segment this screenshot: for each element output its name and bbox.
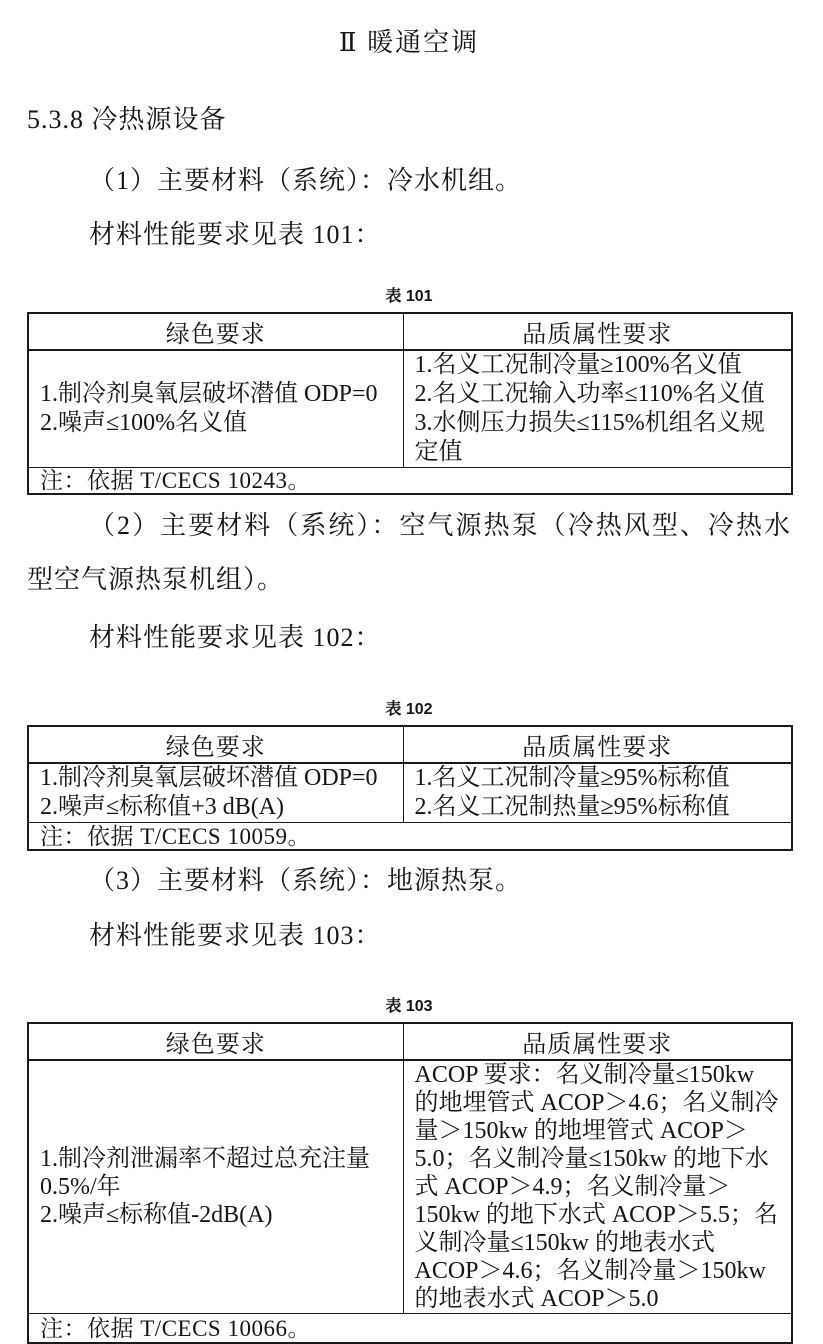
table-caption-103: 表 103 <box>385 998 433 1015</box>
table-103-body-row <box>28 1060 792 1314</box>
column-header-quality: 品质属性要求 <box>403 313 792 350</box>
requirement-line: 1.制冷剂泄漏率不超过总充注量 0.5%/年 <box>40 1146 370 1200</box>
acop-requirement-text: ACOP 要求：名义制冷量≤150kw 的地埋管式 ACOP＞4.6；名义制冷量＞150kw 的地埋管式 ACOP＞5.0；名义制冷量≤150kw 的地下水式 ACOP＞4.9；名义制冷量＞150kw 的地下水式 ACOP＞5.5；名义制冷量≤150kw 的地表水式 ACOP＞4.6；名义制冷量＞150kw 的地表水式 ACOP＞5.0 <box>414 1062 779 1312</box>
table-note: 注：依据 T/CECS 10066。 <box>28 1314 792 1344</box>
paragraph-material-3: （3）主要材料（系统）：地源热泵。 <box>89 866 523 895</box>
column-header-green: 绿色要求 <box>28 1023 403 1060</box>
table-103-header-row <box>28 1023 792 1060</box>
paragraph-tableref-1: 材料性能要求见表 101： <box>89 220 382 249</box>
table-102-note-row <box>28 823 792 851</box>
column-header-green: 绿色要求 <box>28 313 403 350</box>
requirement-line: 2.名义工况输入功率≤110%名义值 <box>414 381 765 407</box>
green-requirements-cell <box>28 763 403 823</box>
quality-requirements-cell <box>403 763 792 823</box>
requirement-line: 2.噪声≤标称值+3 dB(A) <box>40 794 285 820</box>
table-103-note-row <box>28 1314 792 1344</box>
requirement-line: 2.噪声≤标称值-2dB(A) <box>40 1202 273 1228</box>
requirement-line: 1.名义工况制冷量≥95%标称值 <box>414 765 730 791</box>
requirement-line: 2.名义工况制热量≥95%标称值 <box>414 794 730 820</box>
table-note: 注：依据 T/CECS 10243。 <box>28 468 792 495</box>
column-header-quality: 品质属性要求 <box>403 726 792 763</box>
section-heading: 5.3.8 冷热源设备 <box>27 105 227 134</box>
table-caption-102: 表 102 <box>385 701 433 718</box>
table-caption-101: 表 101 <box>385 288 433 305</box>
table-101-note-row <box>28 468 792 495</box>
requirement-line: 3.水侧压力损失≤115%机组名义规定值 <box>414 410 765 465</box>
table-102-body-row <box>28 763 792 823</box>
document-page <box>27 16 791 1344</box>
requirement-line: 1.制冷剂臭氧层破坏潜值 ODP=0 <box>40 381 378 407</box>
column-header-green: 绿色要求 <box>28 726 403 763</box>
table-note: 注：依据 T/CECS 10059。 <box>28 823 792 851</box>
green-requirements-cell <box>28 350 403 468</box>
requirement-line: 2.噪声≤100%名义值 <box>40 410 248 436</box>
page-title: Ⅱ 暖通空调 <box>338 28 480 57</box>
paragraph-material-1: （1）主要材料（系统）：冷水机组。 <box>89 166 523 195</box>
table-101-header-row <box>28 313 792 350</box>
paragraph-tableref-3: 材料性能要求见表 103： <box>89 921 382 950</box>
paragraph-tableref-2: 材料性能要求见表 102： <box>89 623 382 652</box>
quality-requirements-cell <box>403 350 792 468</box>
quality-requirements-cell <box>403 1060 792 1314</box>
requirement-line: 1.制冷剂臭氧层破坏潜值 ODP=0 <box>40 765 378 791</box>
column-header-quality: 品质属性要求 <box>403 1023 792 1060</box>
table-102-header-row <box>28 726 792 763</box>
requirement-line: 1.名义工况制冷量≥100%名义值 <box>414 352 742 378</box>
table-101 <box>27 312 793 495</box>
green-requirements-cell <box>28 1060 403 1314</box>
table-101-body-row <box>28 350 792 468</box>
paragraph-material-2: （2）主要材料（系统）：空气源热泵（冷热风型、冷热水型空气源热泵机组）。 <box>27 511 791 594</box>
table-103 <box>27 1022 793 1344</box>
table-102 <box>27 725 793 851</box>
